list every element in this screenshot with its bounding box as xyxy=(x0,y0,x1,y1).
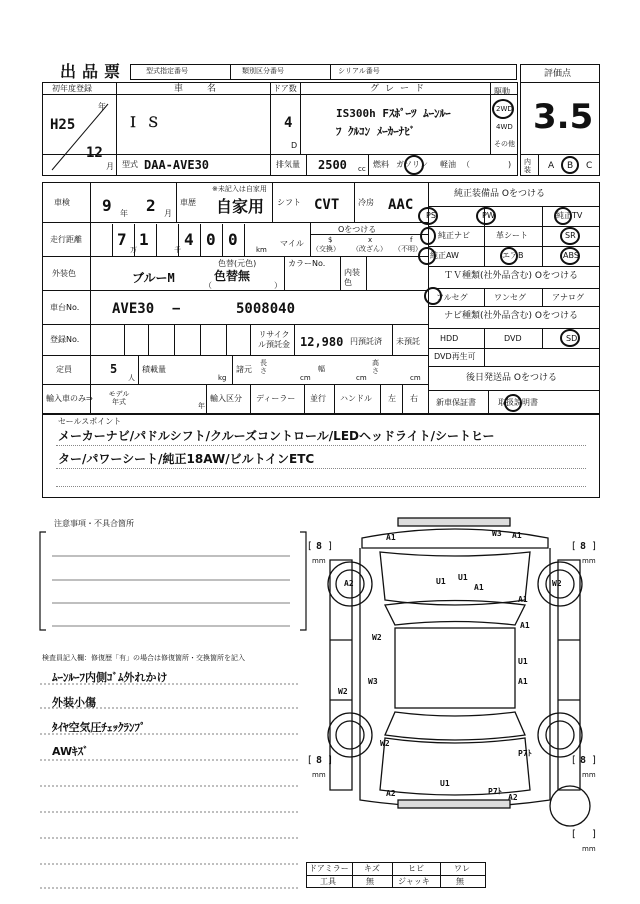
mark-rear-a2b: A2 xyxy=(508,793,518,802)
inspection-year: 9 xyxy=(102,196,112,215)
kg-unit: kg xyxy=(218,374,227,382)
fuel-paren: （ xyxy=(462,160,470,169)
recycle-label: リサイクル預託金 xyxy=(258,330,290,349)
fuel-gasoline: ガソリン xyxy=(396,160,428,169)
serial-label: シリアル番号 xyxy=(338,67,380,75)
model-value: DAA-AVE30 xyxy=(144,158,210,172)
interior-a: A xyxy=(548,161,555,171)
tread-spare-mm: mm xyxy=(582,845,596,853)
import-label: 輸入車のみ⇒ xyxy=(46,394,93,403)
mileage-man-unit: 万 xyxy=(130,246,137,254)
chassis-no: 5008040 xyxy=(236,301,296,317)
width-label: 幅 xyxy=(318,365,325,373)
car-name-label: 車名 xyxy=(174,84,241,94)
fuel-label: 燃料 xyxy=(373,160,389,169)
grade-line1: IS300h Fｽﾎﾟｰﾂ ﾑｰﾝﾙｰ xyxy=(336,107,451,120)
handle-label: ハンドル xyxy=(340,394,372,403)
capacity-value: 5 xyxy=(110,362,118,376)
equip-pw: PW xyxy=(482,211,495,220)
mileage-d2: 1 xyxy=(139,230,149,249)
capacity-label: 定員 xyxy=(56,365,72,374)
inspection-month: 2 xyxy=(146,196,156,215)
color-value: ブルーM xyxy=(132,271,175,285)
chassis-label: 車台No. xyxy=(50,303,80,312)
tread-rl: 8 xyxy=(316,755,323,766)
doors-label: ドア数 xyxy=(273,84,297,93)
inspector-note-1: ﾑｰﾝﾙｰﾌ内側ｺﾞﾑ外れかけ xyxy=(52,671,168,684)
mark-left-w3: W3 xyxy=(368,677,378,686)
navi-hdd: HDD xyxy=(440,334,459,343)
fuel-diesel: 軽油 xyxy=(440,160,456,169)
parallel-label: 並行 xyxy=(310,394,326,403)
type-cert-label: 型式指定番号 xyxy=(146,67,188,75)
ac-label: 冷房 xyxy=(358,198,374,207)
mark-front-bumper-a1: A1 xyxy=(386,533,396,542)
mileage-km-unit: km xyxy=(256,246,267,254)
mark-tire-rr: P7ﾄ xyxy=(518,749,532,758)
grade-line2: ﾌ ｸﾙｺﾝ ﾒｰｶｰﾅﾋﾞ xyxy=(336,125,416,138)
color-label: 外装色 xyxy=(52,269,76,278)
height-cm: cm xyxy=(410,374,421,382)
color-paren-close: ） xyxy=(274,281,282,290)
color-change-value: 色替無 xyxy=(214,269,251,283)
height-label: 高さ xyxy=(372,359,379,375)
doors-value: 4 xyxy=(284,115,293,131)
equip-tv: 純正TV xyxy=(556,211,583,220)
recycle-status: 円預託済 xyxy=(350,337,382,346)
mark-front-bumper-a1b: A1 xyxy=(512,531,522,540)
mileage-sen-unit: 千 xyxy=(174,246,181,254)
acc-jack-val: 無 xyxy=(456,877,464,886)
score-label: 評価点 xyxy=(544,69,572,79)
equip-leather: 革シート xyxy=(496,231,528,240)
length-label: 長さ xyxy=(260,359,267,375)
mark-fender-r-a1: A1 xyxy=(518,595,528,604)
sales-point-label: セールスポイント xyxy=(58,417,122,426)
chassis-dash: − xyxy=(172,301,181,317)
mark-tire-rl: W2 xyxy=(380,739,390,748)
width-cm: cm xyxy=(356,374,367,382)
tread-fr-bracket-r: ] xyxy=(592,541,596,552)
mark-rear-door-r-a1: A1 xyxy=(518,677,528,686)
equipment-title: 純正装備品 Oをつける xyxy=(454,189,545,199)
shift-label: シフト xyxy=(277,198,301,207)
inspection-month-unit: 月 xyxy=(164,209,172,218)
door-unit: D xyxy=(291,141,298,150)
history-value: 自家用 xyxy=(216,197,265,216)
reg-no-label: 登録No. xyxy=(50,335,80,344)
tread-rl-bracket-l: [ xyxy=(308,755,312,766)
later-manual: 取扱説明書 xyxy=(498,398,538,407)
color-paren-open: （ xyxy=(204,281,212,290)
recycle-unpaid: 未預託 xyxy=(396,337,420,346)
sales-point-line2: ター/パワーシート/純正18AW/ビルトインETC xyxy=(58,452,315,466)
tread-spare-bracket-r: ] xyxy=(592,829,596,840)
mileage-circle-note: Oをつける xyxy=(338,225,377,234)
equip-abs: ABS xyxy=(563,251,579,260)
inspector-note-2: 外装小傷 xyxy=(52,696,96,709)
mark-hood-a1: A1 xyxy=(474,583,484,592)
interior-c: C xyxy=(586,161,593,171)
inspector-note-4: AWｷｽﾞ xyxy=(52,745,89,758)
acc-scratch: キズ xyxy=(364,864,380,873)
tread-fr: 8 xyxy=(580,541,587,552)
mark-roof-w2: W2 xyxy=(372,633,382,642)
equip-aw: 純正AW xyxy=(430,251,459,260)
inspector-note-3: ﾀｲﾔ空気圧ﾁｪｯｸﾗﾝﾌﾟ xyxy=(52,721,146,734)
tread-rr: 8 xyxy=(580,755,587,766)
mile-label: マイル xyxy=(280,239,304,248)
model-label: 型式 xyxy=(122,160,138,169)
color-change-label: 色替(元色) xyxy=(218,259,257,268)
tread-fl: 8 xyxy=(316,541,323,552)
mark-left-w2: W2 xyxy=(338,687,348,696)
mark-fender-r-a1b: A1 xyxy=(520,621,530,630)
equip-airbag: エアB xyxy=(502,251,524,260)
opt-unknown: （不明） xyxy=(394,245,422,253)
ac-value: AAC xyxy=(388,197,414,213)
sales-point-line1: メーカーナビ/パドルシフト/クルーズコントロール/LEDヘッドライト/シートヒー xyxy=(58,429,495,443)
opt-unknown-sym: f xyxy=(410,236,413,244)
tv-fullseg: フルセグ xyxy=(436,293,468,302)
opt-exchange: （交換） xyxy=(312,245,340,253)
mileage-label: 走行距離 xyxy=(50,235,82,244)
navi-sd: SD xyxy=(566,334,578,343)
drive-2wd: 2WD xyxy=(496,105,513,113)
displacement-label: 排気量 xyxy=(276,160,300,169)
tread-spare-bracket-l: [ xyxy=(572,829,576,840)
opt-exchange-sym: $ xyxy=(328,236,333,244)
drive-4wd: 4WD xyxy=(496,123,513,131)
model-year-label: モデル年式 xyxy=(108,390,130,406)
load-label: 積載量 xyxy=(142,365,166,374)
first-reg-month: 12 xyxy=(86,145,103,161)
tv-type-title: ＴＶ種類(社外品含む) Oをつける xyxy=(444,271,578,281)
inspection-year-unit: 年 xyxy=(120,209,128,218)
page-title: 出品票 xyxy=(60,62,127,81)
dims-label: 諸元 xyxy=(236,365,252,374)
acc-crack: ヒビ xyxy=(408,864,424,873)
tread-fr-bracket-l: [ xyxy=(572,541,576,552)
tv-oneseg: ワンセグ xyxy=(494,293,526,302)
later-warranty: 新車保証書 xyxy=(436,398,476,407)
tread-fl-mm: mm xyxy=(312,557,326,565)
displacement-value: 2500 xyxy=(318,158,347,172)
history-label: 車歴 xyxy=(180,198,196,207)
tread-rl-bracket-r: ] xyxy=(328,755,332,766)
grade-label: グレード xyxy=(370,84,431,94)
length-cm: cm xyxy=(300,374,311,382)
interior-label: 内装 xyxy=(524,158,531,174)
month-unit: 月 xyxy=(106,162,114,171)
chassis-model: AVE30 xyxy=(112,301,155,317)
navi-type-title: ナビ種類(社外品含む) Oをつける xyxy=(444,311,578,321)
tread-rr-bracket-r: ] xyxy=(592,755,596,766)
mark-trunk-u1: U1 xyxy=(440,779,450,788)
navi-dvd: DVD xyxy=(504,334,522,343)
year-unit: 年 xyxy=(98,102,106,111)
recycle-amount: 12,980 xyxy=(300,335,344,349)
mark-hood-u1a: U1 xyxy=(436,577,446,586)
navi-dvd-play: DVD再生可 xyxy=(434,352,476,361)
mileage-d1: 7 xyxy=(117,230,127,249)
cc-unit: cc xyxy=(358,165,366,173)
mark-rear-a2: A2 xyxy=(386,789,396,798)
class-no-label: 類別区分番号 xyxy=(242,67,284,75)
right-label: 右 xyxy=(410,394,418,403)
model-year-unit: 年 xyxy=(198,402,205,410)
interior-b: B xyxy=(567,161,574,171)
drive-label: 駆動 xyxy=(494,87,510,96)
tread-rr-mm: mm xyxy=(582,771,596,779)
acc-door-mirror: ドアミラー xyxy=(309,864,349,873)
car-name-value: ＩＳ xyxy=(126,115,166,131)
tread-fl-bracket-l: [ xyxy=(308,541,312,552)
left-label: 左 xyxy=(388,394,396,403)
tread-rr-bracket-l: [ xyxy=(572,755,576,766)
mark-roof-u1: U1 xyxy=(518,657,528,666)
first-reg-label: 初年度登録 xyxy=(52,84,92,93)
caution-label: 注意事項・不具合箇所 xyxy=(54,519,134,528)
tv-analog: アナログ xyxy=(552,293,584,302)
dealer-label: ディーラー xyxy=(256,394,296,403)
mileage-d3: 4 xyxy=(184,230,194,249)
equip-ps: PS xyxy=(426,211,436,220)
drive-other: その他 xyxy=(494,140,515,148)
score-value: 3.5 xyxy=(533,97,594,137)
inspector-label: 検査員記入欄：修復歴「有」の場合は修復箇所・交換箇所を記入 xyxy=(42,654,245,662)
mark-tire-fl: A2 xyxy=(344,579,354,588)
mark-rear-p7: P7ﾄ xyxy=(488,787,502,796)
equip-sr: SR xyxy=(565,231,576,240)
first-reg-year: H25 xyxy=(50,117,76,133)
equip-navi: 純正ナビ xyxy=(438,231,470,240)
mark-tire-fr: W2 xyxy=(552,579,562,588)
acc-tools-val: 無 xyxy=(366,877,374,886)
tread-fr-mm: mm xyxy=(582,557,596,565)
mileage-d4: 0 xyxy=(206,230,216,249)
later-title: 後日発送品 Oをつける xyxy=(466,373,557,383)
history-note: ※未記入は自家用 xyxy=(212,185,267,193)
color-no-label: カラーNo. xyxy=(288,259,326,268)
acc-jack: ジャッキ xyxy=(398,877,430,886)
tread-rl-mm: mm xyxy=(312,771,326,779)
capacity-unit: 人 xyxy=(128,374,135,382)
mark-front-bumper-w3: W3 xyxy=(492,529,502,538)
inspection-label: 車検 xyxy=(54,198,70,207)
import-class-label: 輸入区分 xyxy=(210,394,242,403)
mileage-d5: 0 xyxy=(228,230,238,249)
mark-hood-u1b: U1 xyxy=(458,573,468,582)
opt-tamper-sym: x xyxy=(368,236,373,244)
shift-value: CVT xyxy=(314,197,340,213)
acc-tools: 工具 xyxy=(320,877,336,886)
acc-broken: ワレ xyxy=(454,864,470,873)
interior-color-label: 内装色 xyxy=(344,268,360,287)
opt-tamper: （改ざん） xyxy=(352,245,387,253)
tread-fl-bracket-r: ] xyxy=(328,541,332,552)
